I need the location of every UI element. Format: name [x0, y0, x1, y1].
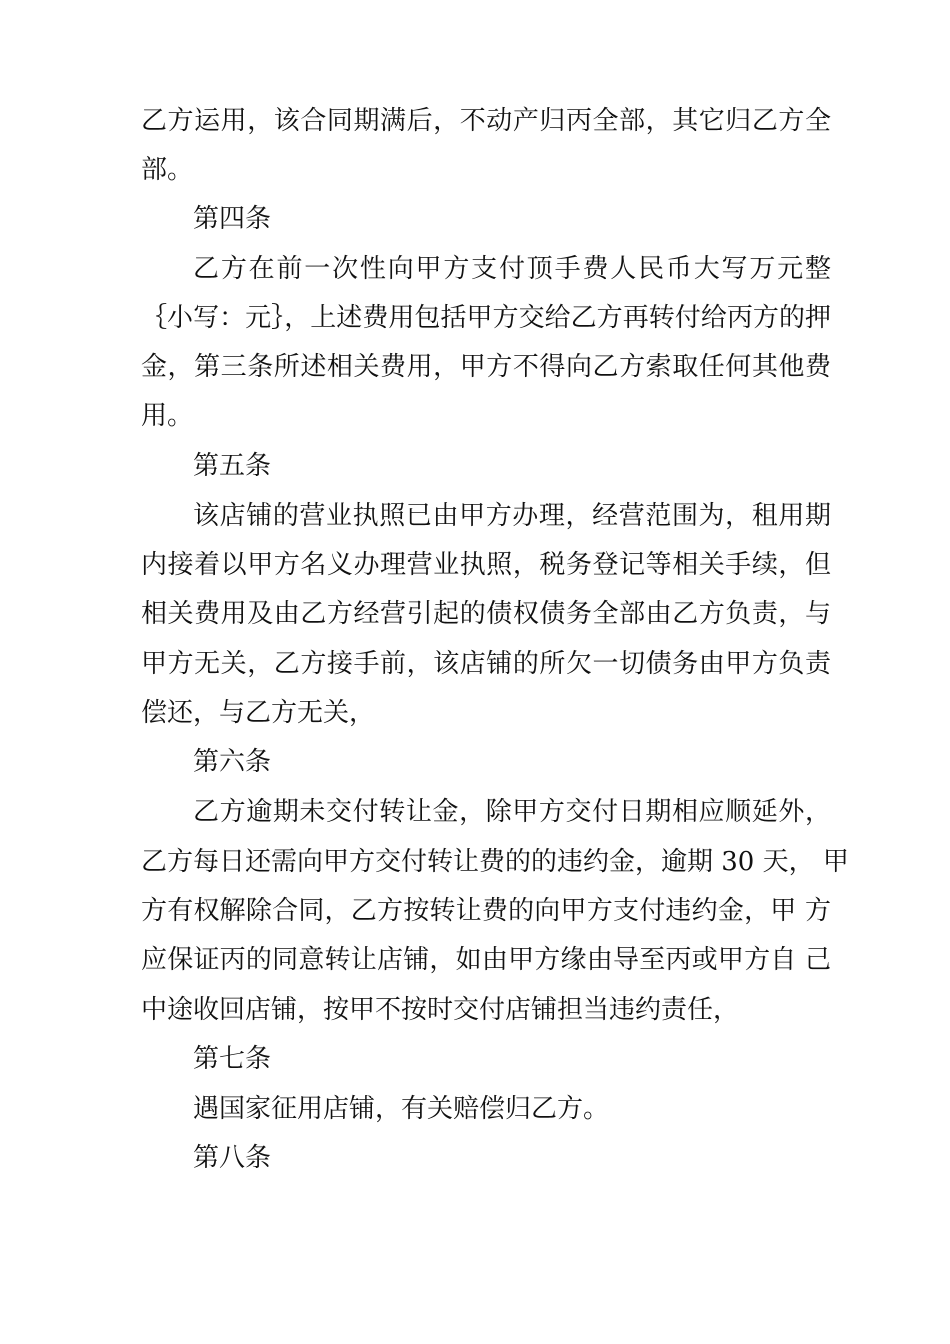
article-heading: 第五条 [193, 451, 272, 481]
text-line: 应保证丙的同意转让店铺，如由甲方缘由导至丙或甲方自 己 [141, 945, 831, 975]
text-line: 遇国家征用店铺，有关赔偿归乙方。 [193, 1094, 610, 1124]
text-line: 中途收回店铺，按甲不按时交付店铺担当违约责任， [141, 995, 740, 1025]
text-line: 乙方运用，该合同期满后，不动产归丙全部，其它归乙方全 [141, 106, 831, 136]
text-line: 乙方逾期未交付转让金，除甲方交付日期相应顺延外， [193, 797, 831, 827]
text-line: 乙方每日还需向甲方交付转让费的的违约金，逾期 30 天， 甲 [141, 847, 849, 877]
article-heading: 第七条 [193, 1044, 272, 1074]
text-line: 用。 [141, 401, 194, 431]
text-line: 甲方无关，乙方接手前，该店铺的所欠一切债务由甲方负责 [141, 649, 831, 679]
text-line: 方有权解除合同，乙方按转让费的向甲方支付违约金，甲 方 [141, 896, 831, 926]
text-line: ｛小写：元｝，上述费用包括甲方交给乙方再转付给丙方的押 [141, 303, 831, 333]
article-heading: 第四条 [193, 204, 272, 234]
text-line: 偿还，与乙方无关， [141, 698, 376, 728]
text-line: 乙方在前一次性向甲方支付顶手费人民币大写万元整 [193, 254, 831, 284]
text-line: 相关费用及由乙方经营引起的债权债务全部由乙方负责，与 [141, 599, 831, 629]
text-line: 该店铺的营业执照已由甲方办理，经营范围为，租用期 [193, 501, 831, 531]
text-line: 金，第三条所述相关费用，甲方不得向乙方索取任何其他费 [141, 352, 831, 382]
article-heading: 第八条 [193, 1143, 272, 1173]
text-line: 内接着以甲方名义办理营业执照，税务登记等相关手续，但 [141, 550, 831, 580]
text-line: 部。 [141, 155, 194, 185]
article-heading: 第六条 [193, 747, 272, 777]
